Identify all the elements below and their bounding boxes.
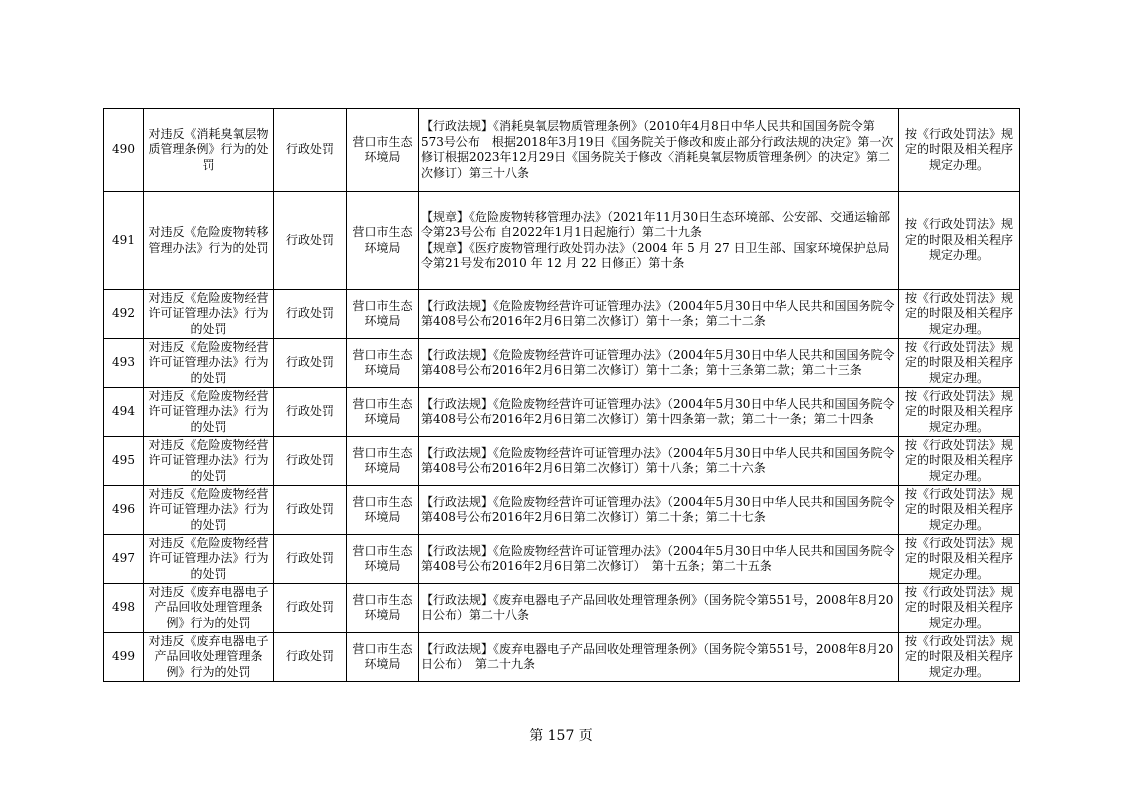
penalty-item xyxy=(144,109,274,192)
processing-deadline xyxy=(899,437,1020,486)
penalty-type xyxy=(274,437,347,486)
legal-basis xyxy=(419,109,899,192)
penalty-type xyxy=(274,535,347,584)
enforcement-agency-text: 营口市生态环境局 xyxy=(352,134,413,164)
enforcement-agency xyxy=(347,192,419,290)
enforcement-agency-text: 营口市生态环境局 xyxy=(352,347,413,377)
enforcement-agency xyxy=(347,486,419,535)
penalty-type-text: 行政处罚 xyxy=(285,551,334,566)
table-row xyxy=(104,109,1020,192)
processing-deadline-text: 按《行政处罚法》规定的时限及相关程序规定办理。 xyxy=(904,633,1013,679)
enforcement-agency-text: 营口市生态环境局 xyxy=(352,225,413,255)
row-number xyxy=(104,109,144,192)
penalty-type xyxy=(274,633,347,682)
penalty-item-text: 对违反《危险废物经营许可证管理办法》行为的处罚 xyxy=(148,388,269,434)
legal-basis xyxy=(419,633,899,682)
penalty-type xyxy=(274,584,347,633)
penalty-type xyxy=(274,192,347,290)
processing-deadline xyxy=(899,584,1020,633)
processing-deadline xyxy=(899,290,1020,339)
legal-basis xyxy=(419,290,899,339)
legal-basis-text: 【行政法规】《危险废物经营许可证管理办法》（2004年5月30日中华人民共和国国务院令第408号公布2016年2月6日第二次修订）第十一条；第二十二条 xyxy=(421,298,895,328)
penalty-type-text: 行政处罚 xyxy=(285,306,334,321)
penalty-type-text: 行政处罚 xyxy=(285,404,334,419)
enforcement-agency xyxy=(347,633,419,682)
table-row xyxy=(104,437,1020,486)
row-number xyxy=(104,486,144,535)
processing-deadline-text: 按《行政处罚法》规定的时限及相关程序规定办理。 xyxy=(904,486,1013,532)
row-number xyxy=(104,290,144,339)
table-row xyxy=(104,486,1020,535)
legal-basis xyxy=(419,192,899,290)
penalty-item xyxy=(144,339,274,388)
enforcement-agency xyxy=(347,339,419,388)
processing-deadline-text: 按《行政处罚法》规定的时限及相关程序规定办理。 xyxy=(904,339,1013,385)
penalty-item xyxy=(144,388,274,437)
row-number-text: 491 xyxy=(112,232,135,247)
penalty-type-text: 行政处罚 xyxy=(285,142,334,157)
table-row xyxy=(104,290,1020,339)
legal-basis-text: 【行政法规】《危险废物经营许可证管理办法》（2004年5月30日中华人民共和国国务院令第408号公布2016年2月6日第二次修订）第十二条；第十三条第二款；第二十三条 xyxy=(421,347,895,377)
enforcement-agency-text: 营口市生态环境局 xyxy=(352,396,413,426)
penalty-type xyxy=(274,290,347,339)
penalty-item-text: 对违反《废弃电器电子产品回收处理管理条例》行为的处罚 xyxy=(148,633,269,679)
penalty-item xyxy=(144,486,274,535)
penalty-item xyxy=(144,290,274,339)
table-row xyxy=(104,339,1020,388)
penalty-item xyxy=(144,584,274,633)
legal-basis-text: 【规章】《危险废物转移管理办法》（2021年11月30日生态环境部、公安部、交通运输部令第23号公布 自2022年1月1日起施行）第二十九条 【规章】《医疗废物管理行政处罚办法》（2004 年 5 月 27 日卫生部、国家环境保护总局令第21号发布2010 年 12 月 22 日修正）第十条 xyxy=(421,209,891,270)
enforcement-agency-text: 营口市生态环境局 xyxy=(352,298,413,328)
processing-deadline-text: 按《行政处罚法》规定的时限及相关程序规定办理。 xyxy=(904,217,1013,263)
penalty-type xyxy=(274,339,347,388)
processing-deadline-text: 按《行政处罚法》规定的时限及相关程序规定办理。 xyxy=(904,388,1013,434)
row-number-text: 498 xyxy=(112,600,135,615)
penalty-type-text: 行政处罚 xyxy=(285,600,334,615)
penalty-type-text: 行政处罚 xyxy=(285,232,334,247)
table-body xyxy=(104,109,1020,682)
processing-deadline xyxy=(899,192,1020,290)
penalty-item xyxy=(144,535,274,584)
legal-basis-text: 【行政法规】《危险废物经营许可证管理办法》（2004年5月30日中华人民共和国国务院令第408号公布2016年2月6日第二次修订） 第十五条；第二十五条 xyxy=(421,543,895,573)
table-row xyxy=(104,633,1020,682)
row-number-text: 497 xyxy=(112,551,135,566)
legal-basis-text: 【行政法规】《废弃电器电子产品回收处理管理条例》（国务院令第551号，2008年8月20日公布） 第二十九条 xyxy=(421,641,894,671)
legal-basis xyxy=(419,584,899,633)
enforcement-agency xyxy=(347,388,419,437)
penalty-item-text: 对违反《危险废物经营许可证管理办法》行为的处罚 xyxy=(148,486,269,532)
row-number-text: 495 xyxy=(112,453,135,468)
penalty-item-text: 对违反《废弃电器电子产品回收处理管理条例》行为的处罚 xyxy=(148,584,269,630)
processing-deadline-text: 按《行政处罚法》规定的时限及相关程序规定办理。 xyxy=(904,290,1013,336)
penalty-item-text: 对违反《危险废物经营许可证管理办法》行为的处罚 xyxy=(148,535,269,581)
processing-deadline-text: 按《行政处罚法》规定的时限及相关程序规定办理。 xyxy=(904,437,1013,483)
penalty-type xyxy=(274,109,347,192)
enforcement-agency-text: 营口市生态环境局 xyxy=(352,445,413,475)
enforcement-agency-text: 营口市生态环境局 xyxy=(352,543,413,573)
row-number xyxy=(104,437,144,486)
legal-basis xyxy=(419,339,899,388)
legal-basis-text: 【行政法规】《消耗臭氧层物质管理条例》（2010年4月8日中华人民共和国国务院令第573号公布 根据2018年3月19日《国务院关于修改和废止部分行政法规的决定》第一次修订根据2023年12月29日《国务院关于修改〈消耗臭氧层物质管理条例〉的决定》第二次修订）第三十八条 xyxy=(421,119,894,180)
row-number-text: 496 xyxy=(112,502,135,517)
processing-deadline xyxy=(899,486,1020,535)
table-row xyxy=(104,535,1020,584)
legal-basis xyxy=(419,437,899,486)
penalty-type-text: 行政处罚 xyxy=(285,453,334,468)
penalty-type xyxy=(274,388,347,437)
enforcement-agency xyxy=(347,535,419,584)
penalty-type xyxy=(274,486,347,535)
processing-deadline-text: 按《行政处罚法》规定的时限及相关程序规定办理。 xyxy=(904,535,1013,581)
row-number xyxy=(104,339,144,388)
row-number-text: 499 xyxy=(112,649,135,664)
legal-basis-text: 【行政法规】《危险废物经营许可证管理办法》（2004年5月30日中华人民共和国国务院令第408号公布2016年2月6日第二次修订）第十四条第一款；第二十一条；第二十四条 xyxy=(421,396,895,426)
processing-deadline xyxy=(899,633,1020,682)
row-number xyxy=(104,584,144,633)
penalty-item xyxy=(144,437,274,486)
penalty-type-text: 行政处罚 xyxy=(285,355,334,370)
enforcement-agency xyxy=(347,290,419,339)
legal-basis-text: 【行政法规】《废弃电器电子产品回收处理管理条例》（国务院令第551号，2008年8月20日公布）第二十八条 xyxy=(421,592,894,622)
row-number xyxy=(104,388,144,437)
row-number xyxy=(104,535,144,584)
processing-deadline xyxy=(899,388,1020,437)
row-number-text: 492 xyxy=(112,306,135,321)
row-number-text: 490 xyxy=(112,142,135,157)
table-row xyxy=(104,584,1020,633)
legal-basis xyxy=(419,388,899,437)
legal-basis xyxy=(419,535,899,584)
penalty-table xyxy=(103,108,1020,682)
enforcement-agency xyxy=(347,109,419,192)
enforcement-agency-text: 营口市生态环境局 xyxy=(352,494,413,524)
legal-basis-text: 【行政法规】《危险废物经营许可证管理办法》（2004年5月30日中华人民共和国国务院令第408号公布2016年2月6日第二次修订）第十八条；第二十六条 xyxy=(421,445,895,475)
enforcement-agency-text: 营口市生态环境局 xyxy=(352,592,413,622)
processing-deadline-text: 按《行政处罚法》规定的时限及相关程序规定办理。 xyxy=(904,126,1013,172)
enforcement-agency xyxy=(347,437,419,486)
penalty-item xyxy=(144,192,274,290)
enforcement-agency xyxy=(347,584,419,633)
row-number xyxy=(104,192,144,290)
table-row xyxy=(104,192,1020,290)
table-row xyxy=(104,388,1020,437)
penalty-item-text: 对违反《危险废物经营许可证管理办法》行为的处罚 xyxy=(148,437,269,483)
legal-basis-text: 【行政法规】《危险废物经营许可证管理办法》（2004年5月30日中华人民共和国国务院令第408号公布2016年2月6日第二次修订）第二十条；第二十七条 xyxy=(421,494,895,524)
penalty-item xyxy=(144,633,274,682)
penalty-item-text: 对违反《危险废物转移管理办法》行为的处罚 xyxy=(148,225,269,255)
processing-deadline xyxy=(899,339,1020,388)
processing-deadline xyxy=(899,109,1020,192)
penalty-type-text: 行政处罚 xyxy=(285,502,334,517)
enforcement-agency-text: 营口市生态环境局 xyxy=(352,641,413,671)
page-number: 第 157 页 xyxy=(529,728,593,744)
penalty-item-text: 对违反《危险废物经营许可证管理办法》行为的处罚 xyxy=(148,339,269,385)
row-number-text: 493 xyxy=(112,355,135,370)
penalty-item-text: 对违反《危险废物经营许可证管理办法》行为的处罚 xyxy=(148,290,269,336)
processing-deadline-text: 按《行政处罚法》规定的时限及相关程序规定办理。 xyxy=(904,584,1013,630)
penalty-item-text: 对违反《消耗臭氧层物质管理条例》行为的处罚 xyxy=(148,126,269,172)
penalty-type-text: 行政处罚 xyxy=(285,649,334,664)
processing-deadline xyxy=(899,535,1020,584)
legal-basis xyxy=(419,486,899,535)
row-number-text: 494 xyxy=(112,404,135,419)
row-number xyxy=(104,633,144,682)
